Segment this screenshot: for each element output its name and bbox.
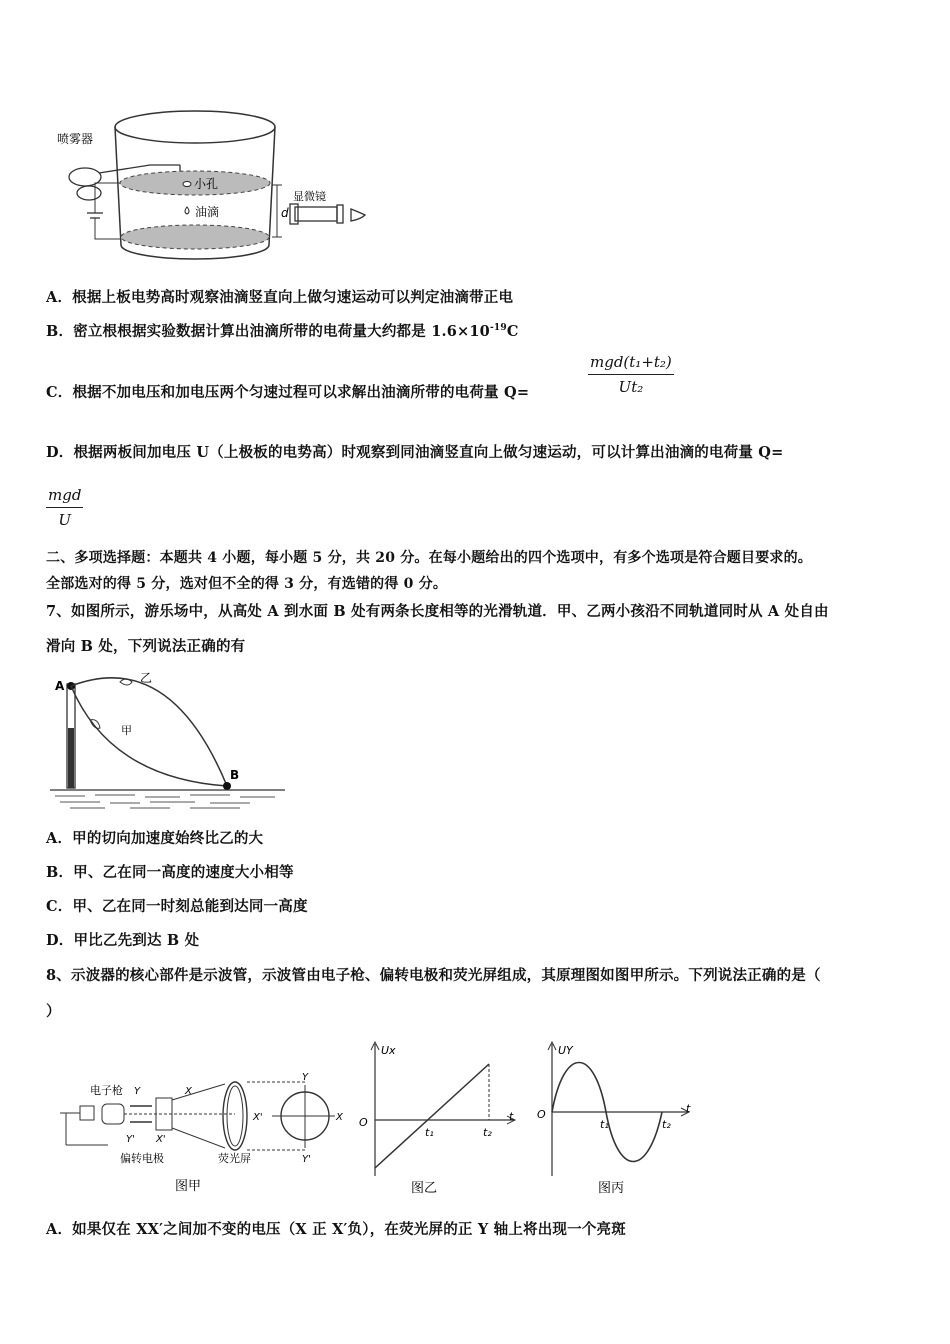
millikan-apparatus-figure — [55, 105, 375, 265]
fig-label-d: d — [281, 206, 289, 220]
fig-label-x-gun: X — [185, 1086, 192, 1097]
section2-heading-line2: 全部选对的得 5 分，选对但不全的得 3 分，有选错的得 0 分。 — [46, 576, 448, 592]
q7-stem-line2: 滑向 B 处，下列说法正确的有 — [46, 638, 246, 655]
fig-label-yp-gun: Y' — [126, 1134, 135, 1145]
fig-label-microscope: 显微镜 — [293, 190, 326, 203]
q7-option-a: A．甲的切向加速度始终比乙的大 — [46, 830, 264, 847]
q6-option-d-fraction — [46, 486, 83, 529]
q7-option-c: C．甲、乙在同一时刻总能到达同一高度 — [46, 898, 308, 915]
q6-option-b-text: B．密立根根据实验数据计算出油滴所带的电荷量大约都是 1.6×10 — [46, 323, 490, 340]
q7-option-b: B．甲、乙在同一高度的速度大小相等 — [46, 864, 294, 881]
fig-label-jia: 甲 — [121, 724, 132, 737]
fig-label-hole: 小孔 — [194, 177, 219, 191]
q7-stem-line1: 7、如图所示，游乐场中，从高处 A 到水面 B 处有两条长度相等的光滑轨道．甲、乙两小孩沿不同轨道同时从 A 处自由 — [46, 603, 829, 620]
q8-stem-line1: 8、示波器的核心部件是示波管，示波管由电子枪、偏转电极和荧光屏组成，其原理图如图甲所示。下列说法正确的是（ — [46, 967, 821, 984]
q6-option-b-exponent: -19 — [489, 323, 507, 334]
q6-option-c-denominator: Ut₂ — [618, 378, 644, 396]
ux-t-label: t — [509, 1110, 514, 1123]
ux-t1-label: t₁ — [425, 1126, 434, 1139]
fig-label-y-gun: Y — [134, 1086, 141, 1097]
q7-option-d: D．甲比乙先到达 B 处 — [46, 932, 200, 949]
fig-caption-bing: 图丙 — [598, 1181, 625, 1196]
fig-label-yi: 乙 — [140, 671, 153, 685]
fig-label-xp-gun: X' — [156, 1134, 166, 1145]
ux-axis-label: Ux — [381, 1044, 396, 1057]
fig-label-droplet: 油滴 — [195, 205, 220, 219]
ux-t2-label: t₂ — [483, 1126, 492, 1139]
uy-t1-label: t₁ — [600, 1118, 609, 1131]
q6-option-b-unit: C — [506, 323, 519, 340]
fig-label-y-screen: Y — [302, 1072, 309, 1083]
fig-label-screen: 荧光屏 — [218, 1152, 251, 1165]
fig-caption-jia: 图甲 — [175, 1179, 202, 1194]
fig-caption-yi: 图乙 — [411, 1181, 438, 1196]
q6-option-c: C．根据不加电压和加电压两个匀速过程可以求解出油滴所带的电荷量 Q= — [46, 384, 530, 401]
fig-label-gun: 电子枪 — [90, 1084, 123, 1097]
fig-label-deflect: 偏转电极 — [120, 1152, 164, 1165]
ux-origin-label: O — [359, 1116, 368, 1129]
q6-option-a: A．根据上板电势高时观察油滴竖直向上做匀速运动可以判定油滴带正电 — [46, 289, 514, 306]
q8-stem-line2: ） — [46, 1003, 61, 1020]
q6-option-d-denominator: U — [58, 511, 72, 529]
fig-label-yp-screen: Y' — [302, 1154, 311, 1165]
uy-t-label: t — [686, 1102, 691, 1115]
fig-label-a: A — [55, 679, 65, 693]
uy-axis-label: UY — [558, 1044, 573, 1057]
uy-origin-label: O — [537, 1108, 546, 1121]
uy-t2-label: t₂ — [662, 1118, 671, 1131]
uy-sine-graph — [534, 1036, 699, 1198]
q6-option-d: D．根据两板间加电压 U（上极板的电势高）时观察到同油滴竖直向上做匀速运动，可以计算出油滴的电荷量 Q= — [46, 444, 784, 461]
q6-option-c-numerator: mgd(t₁+t₂) — [588, 353, 674, 375]
fig-label-x-screen: X — [336, 1112, 343, 1123]
q6-option-d-numerator: mgd — [46, 486, 83, 508]
fig-label-xp-screen: X' — [253, 1112, 263, 1123]
q8-option-a: A．如果仅在 XX′之间加不变的电压（X 正 X′负），在荧光屏的正 Y 轴上将出现一个亮斑 — [46, 1221, 626, 1238]
fig-label-sprayer: 喷雾器 — [57, 132, 94, 146]
slide-track-figure — [50, 668, 285, 810]
ux-sawtooth-graph — [355, 1036, 525, 1198]
q6-option-b — [46, 320, 519, 341]
section2-heading-line1: 二、多项选择题：本题共 4 小题，每小题 5 分，共 20 分。在每小题给出的四个选项中，有多个选项是符合题目要求的。 — [46, 550, 813, 566]
fig-label-b: B — [230, 768, 240, 782]
oscilloscope-tube-figure — [60, 1070, 345, 1198]
q6-option-c-fraction — [588, 353, 674, 396]
